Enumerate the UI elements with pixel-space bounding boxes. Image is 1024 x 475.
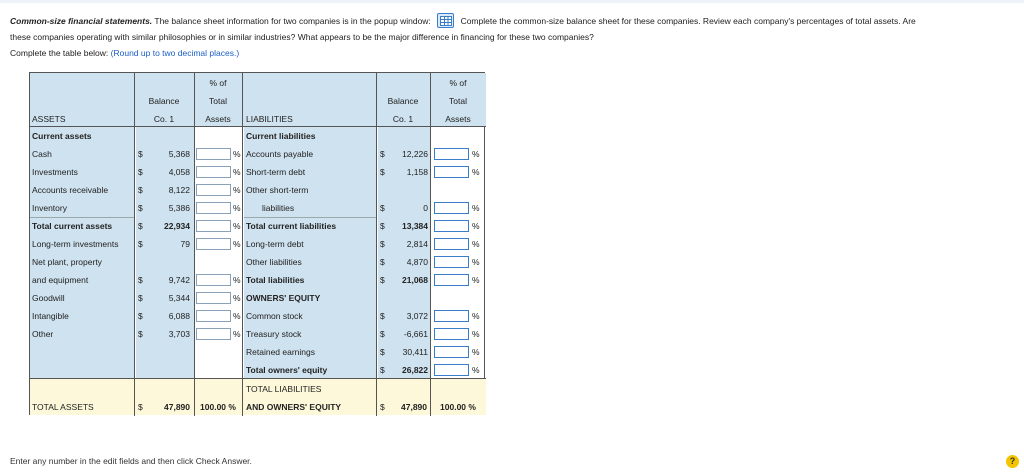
total-assets-dollar: $ bbox=[138, 402, 143, 412]
asset-row-value: 79 bbox=[180, 239, 190, 249]
asset-row-dollar: $ bbox=[138, 293, 143, 303]
divider bbox=[244, 217, 376, 218]
liab-pct-input[interactable] bbox=[434, 310, 469, 322]
asset-row-label: Cash bbox=[32, 149, 52, 159]
liab-pct-input[interactable] bbox=[434, 220, 469, 232]
liab-row-label: Total liabilities bbox=[246, 275, 305, 285]
liab-pct-sign: % bbox=[472, 347, 480, 357]
question-text bbox=[10, 13, 1018, 45]
liab-row-dollar: $ bbox=[380, 311, 385, 321]
footer-instruction: Enter any number in the edit fields and then click Check Answer. bbox=[10, 456, 252, 466]
asset-pct-input[interactable] bbox=[196, 148, 231, 160]
header-co1: Co. 1 bbox=[153, 114, 175, 124]
liab-row-dollar: $ bbox=[380, 203, 385, 213]
liab-pct-sign: % bbox=[472, 275, 480, 285]
liab-pct-sign: % bbox=[472, 167, 480, 177]
asset-row-label: Investments bbox=[32, 167, 78, 177]
total-liab-equity-label: AND OWNERS' EQUITY bbox=[246, 402, 342, 412]
liab-row-dollar: $ bbox=[380, 329, 385, 339]
liab-row-label: Treasury stock bbox=[246, 329, 302, 339]
asset-pct-input[interactable] bbox=[196, 202, 231, 214]
header-co1-2: Co. 1 bbox=[392, 114, 414, 124]
liab-row-value: 0 bbox=[423, 203, 428, 213]
asset-pct-sign: % bbox=[233, 203, 241, 213]
liab-pct-input[interactable] bbox=[434, 364, 469, 376]
asset-row-label: Net plant, property bbox=[32, 257, 102, 267]
asset-row-value: 6,088 bbox=[168, 311, 190, 321]
liab-row-value: 26,822 bbox=[402, 365, 428, 375]
liab-row-label: Total owners' equity bbox=[246, 365, 328, 375]
liab-row-label: Other liabilities bbox=[246, 257, 302, 267]
asset-row-label: Other bbox=[32, 329, 54, 339]
asset-pct-sign: % bbox=[233, 311, 241, 321]
liab-row-label: Common stock bbox=[246, 311, 303, 321]
asset-row-value: 5,368 bbox=[168, 149, 190, 159]
liab-pct-input[interactable] bbox=[434, 346, 469, 358]
liab-row-dollar: $ bbox=[380, 239, 385, 249]
liab-row-label: Accounts payable bbox=[246, 149, 314, 159]
question-text-part1: The balance sheet information for two companies is in the popup window: bbox=[154, 16, 431, 26]
liab-row-value: 30,411 bbox=[402, 347, 428, 357]
header-assets-col-2: Assets bbox=[445, 114, 471, 124]
divider bbox=[30, 378, 486, 379]
asset-row-label: Long-term investments bbox=[32, 239, 119, 249]
total-liab-label: TOTAL LIABILITIES bbox=[246, 384, 322, 394]
asset-row-dollar: $ bbox=[138, 149, 143, 159]
header-balance-2: Balance bbox=[387, 96, 419, 106]
liab-row-label: Other short-term bbox=[246, 185, 309, 195]
asset-pct-sign: % bbox=[233, 185, 241, 195]
liab-pct-sign: % bbox=[472, 311, 480, 321]
liab-row-value: 13,384 bbox=[402, 221, 428, 231]
liab-row-value: 2,814 bbox=[406, 239, 428, 249]
total-assets-label: TOTAL ASSETS bbox=[32, 402, 94, 412]
asset-pct-input[interactable] bbox=[196, 220, 231, 232]
assets-balance-shade bbox=[136, 127, 194, 379]
instruction-hint: (Round up to two decimal places.) bbox=[110, 48, 240, 58]
asset-row-label: Current assets bbox=[32, 131, 92, 141]
question-text-line2: these companies operating with similar philosophies or in similar industries? What appears to be the major difference in financing for these two companies? bbox=[10, 32, 594, 42]
asset-row-value: 9,742 bbox=[168, 275, 190, 285]
asset-pct-sign: % bbox=[233, 293, 241, 303]
header-pct-of: % of bbox=[209, 78, 227, 88]
asset-pct-input[interactable] bbox=[196, 238, 231, 250]
liab-row-label: liabilities bbox=[262, 203, 295, 213]
liab-pct-sign: % bbox=[472, 329, 480, 339]
divider bbox=[30, 217, 134, 218]
asset-pct-sign: % bbox=[233, 239, 241, 249]
asset-row-value: 22,934 bbox=[164, 221, 190, 231]
liab-row-dollar: $ bbox=[380, 257, 385, 267]
header-liabilities: LIABILITIES bbox=[246, 114, 293, 124]
liab-pct-sign: % bbox=[472, 149, 480, 159]
asset-row-label: Total current assets bbox=[32, 221, 113, 231]
liab-balance-shade bbox=[378, 127, 430, 379]
balance-sheet-table bbox=[29, 72, 485, 415]
asset-row-dollar: $ bbox=[138, 239, 143, 249]
asset-row-label: and equipment bbox=[32, 275, 89, 285]
instruction-label: Complete the table below: bbox=[10, 48, 109, 58]
liab-pct-sign: % bbox=[472, 257, 480, 267]
asset-row-dollar: $ bbox=[138, 311, 143, 321]
liab-row-value: 1,158 bbox=[406, 167, 428, 177]
asset-pct-input[interactable] bbox=[196, 310, 231, 322]
asset-row-dollar: $ bbox=[138, 185, 143, 195]
liab-row-value: -6,661 bbox=[403, 329, 428, 339]
asset-pct-input[interactable] bbox=[196, 328, 231, 340]
asset-row-value: 8,122 bbox=[168, 185, 190, 195]
instruction bbox=[10, 48, 239, 58]
total-liab-equity-dollar: $ bbox=[380, 402, 385, 412]
asset-row-dollar: $ bbox=[138, 275, 143, 285]
liab-pct-input[interactable] bbox=[434, 328, 469, 340]
liab-row-dollar: $ bbox=[380, 275, 385, 285]
asset-row-label: Inventory bbox=[32, 203, 67, 213]
asset-pct-input[interactable] bbox=[196, 184, 231, 196]
asset-pct-input[interactable] bbox=[196, 166, 231, 178]
liab-row-label: Long-term debt bbox=[246, 239, 304, 249]
liab-row-label: Short-term debt bbox=[246, 167, 306, 177]
help-icon[interactable]: ? bbox=[1006, 455, 1019, 468]
liab-row-label: OWNERS' EQUITY bbox=[246, 293, 321, 303]
asset-row-label: Accounts receivable bbox=[32, 185, 109, 195]
total-liab-equity-pct: 100.00 % bbox=[440, 402, 476, 412]
liab-row-dollar: $ bbox=[380, 221, 385, 231]
header-balance: Balance bbox=[148, 96, 180, 106]
liab-pct-sign: % bbox=[472, 365, 480, 375]
liab-pct-input[interactable] bbox=[434, 148, 469, 160]
header-total-2: Total bbox=[449, 96, 467, 106]
liab-row-label: Total current liabilities bbox=[246, 221, 337, 231]
asset-row-dollar: $ bbox=[138, 167, 143, 177]
asset-pct-sign: % bbox=[233, 275, 241, 285]
divider bbox=[242, 73, 243, 416]
liab-row-dollar: $ bbox=[380, 149, 385, 159]
question-title: Common-size financial statements. bbox=[10, 16, 153, 26]
liab-pct-sign: % bbox=[472, 203, 480, 213]
asset-row-dollar: $ bbox=[138, 329, 143, 339]
liab-label-shade bbox=[244, 127, 376, 379]
divider bbox=[30, 126, 486, 127]
total-assets-value: 47,890 bbox=[164, 402, 190, 412]
liab-row-label: Current liabilities bbox=[246, 131, 316, 141]
asset-row-dollar: $ bbox=[138, 221, 143, 231]
liab-row-value: 3,072 bbox=[406, 311, 428, 321]
asset-pct-sign: % bbox=[233, 329, 241, 339]
total-assets-pct: 100.00 % bbox=[200, 402, 236, 412]
asset-row-value: 3,703 bbox=[168, 329, 190, 339]
header-assets: ASSETS bbox=[32, 114, 66, 124]
asset-row-dollar: $ bbox=[138, 203, 143, 213]
question-text-part2: Complete the common-size balance sheet for these companies. Review each company's percentages of total assets. Are bbox=[460, 16, 916, 26]
liab-pct-input[interactable] bbox=[434, 256, 469, 268]
asset-pct-sign: % bbox=[233, 167, 241, 177]
liab-pct-sign: % bbox=[472, 239, 480, 249]
asset-row-value: 5,344 bbox=[168, 293, 190, 303]
assets-label-shade bbox=[30, 127, 134, 379]
asset-row-label: Goodwill bbox=[32, 293, 65, 303]
liab-row-value: 12,226 bbox=[402, 149, 428, 159]
asset-pct-sign: % bbox=[233, 221, 241, 231]
liab-pct-input[interactable] bbox=[434, 166, 469, 178]
liab-row-value: 4,870 bbox=[406, 257, 428, 267]
top-bar bbox=[0, 0, 1024, 3]
liab-pct-input[interactable] bbox=[434, 274, 469, 286]
liab-row-label: Retained earnings bbox=[246, 347, 315, 357]
asset-pct-input[interactable] bbox=[196, 274, 231, 286]
asset-row-label: Intangible bbox=[32, 311, 69, 321]
table-icon[interactable] bbox=[437, 13, 454, 28]
liab-pct-input[interactable] bbox=[434, 238, 469, 250]
header-assets-col: Assets bbox=[205, 114, 231, 124]
liab-row-dollar: $ bbox=[380, 365, 385, 375]
header-total: Total bbox=[209, 96, 227, 106]
liab-row-dollar: $ bbox=[380, 347, 385, 357]
total-liab-equity-value: 47,890 bbox=[401, 402, 427, 412]
asset-pct-input[interactable] bbox=[196, 292, 231, 304]
asset-row-value: 4,058 bbox=[168, 167, 190, 177]
header-pct-of-2: % of bbox=[449, 78, 467, 88]
liab-pct-input[interactable] bbox=[434, 202, 469, 214]
liab-pct-sign: % bbox=[472, 221, 480, 231]
liab-row-value: 21,068 bbox=[402, 275, 428, 285]
liab-row-dollar: $ bbox=[380, 167, 385, 177]
asset-row-value: 5,386 bbox=[168, 203, 190, 213]
asset-pct-sign: % bbox=[233, 149, 241, 159]
